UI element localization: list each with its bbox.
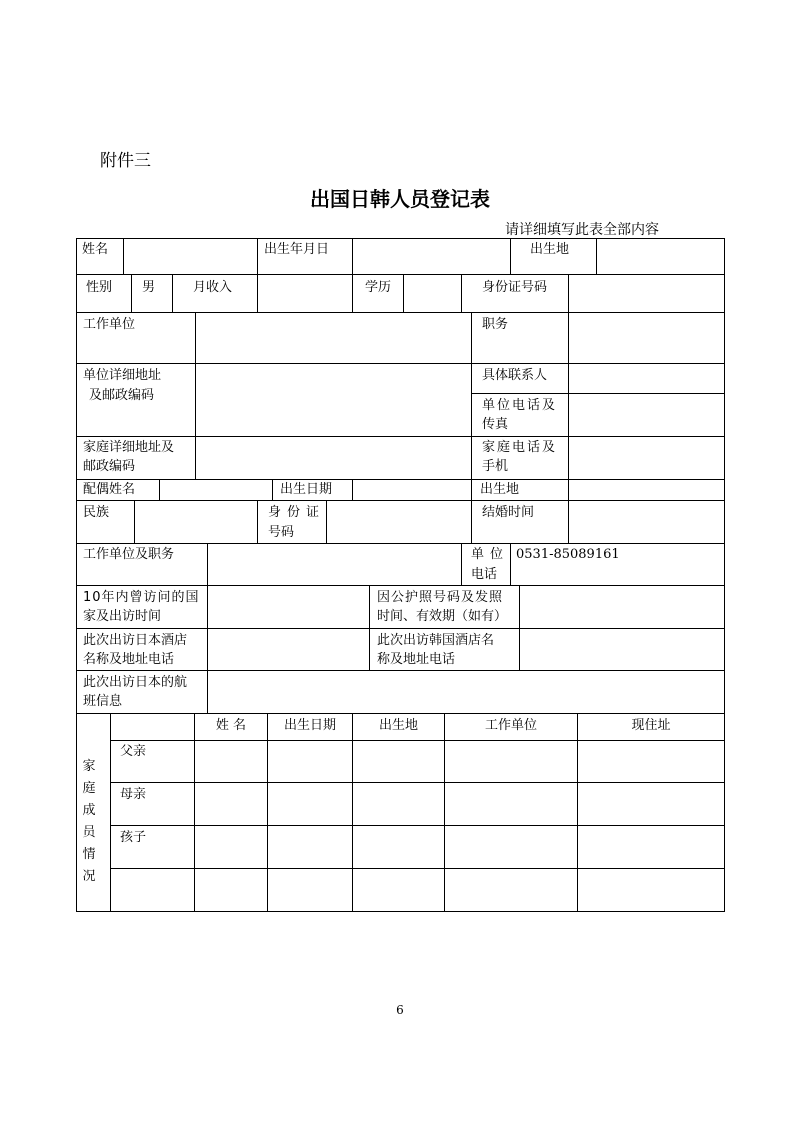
father-info-row[interactable] bbox=[195, 741, 724, 782]
visited-countries-field[interactable] bbox=[208, 586, 368, 628]
family-header-name: 姓 名 bbox=[215, 718, 247, 733]
label-home-address-1: 家庭详细地址及 bbox=[83, 440, 175, 455]
contact-person-field[interactable] bbox=[569, 364, 723, 393]
family-row-child: 孩子 bbox=[120, 830, 147, 845]
label-korea-hotel-1: 此次出访韩国酒店名 bbox=[377, 633, 495, 648]
label-flight-1: 此次出访日本的航 bbox=[83, 675, 188, 690]
label-spouse-birthplace: 出生地 bbox=[480, 482, 520, 497]
birthplace-field[interactable] bbox=[597, 239, 723, 274]
passport-field[interactable] bbox=[520, 586, 723, 628]
monthly-income-field[interactable] bbox=[258, 275, 351, 312]
spouse-id-field[interactable] bbox=[327, 501, 470, 543]
family-header-address: 现住址 bbox=[631, 718, 671, 733]
label-ethnicity: 民族 bbox=[83, 505, 110, 520]
form-title: 出国日韩人员登记表 bbox=[310, 187, 490, 211]
unit-phone-field[interactable] bbox=[569, 394, 723, 436]
birth-date-field[interactable] bbox=[353, 239, 509, 274]
label-spouse-unit-phone-2: 电话 bbox=[471, 567, 498, 582]
spouse-birthplace-field[interactable] bbox=[569, 480, 723, 500]
marriage-time-field[interactable] bbox=[569, 501, 723, 543]
name-field[interactable] bbox=[124, 239, 256, 274]
spouse-birth-date-field[interactable] bbox=[353, 480, 470, 500]
label-spouse-unit-phone-1: 单位 bbox=[471, 547, 510, 562]
label-education: 学历 bbox=[365, 280, 392, 295]
label-marriage-time: 结婚时间 bbox=[482, 505, 535, 520]
family-header-work-unit: 工作单位 bbox=[484, 718, 537, 733]
label-position: 职务 bbox=[482, 317, 509, 332]
fill-instruction: 请详细填写此表全部内容 bbox=[505, 222, 659, 238]
label-gender: 性别 bbox=[86, 280, 113, 295]
label-japan-hotel-2: 名称及地址电话 bbox=[83, 652, 175, 667]
family-header-birthplace: 出生地 bbox=[378, 718, 418, 733]
flight-info-field[interactable] bbox=[208, 671, 723, 713]
home-phone-field[interactable] bbox=[569, 437, 723, 479]
label-spouse-name: 配偶姓名 bbox=[83, 482, 136, 497]
label-spouse-id-2: 号码 bbox=[268, 525, 295, 540]
page-number: 6 bbox=[396, 1003, 404, 1017]
spouse-name-field[interactable] bbox=[160, 480, 271, 500]
label-home-phone-1: 家庭电话及 bbox=[482, 440, 558, 455]
label-visited-1: 10年内曾访问的国 bbox=[83, 590, 200, 605]
label-spouse-birth-date: 出生日期 bbox=[280, 482, 333, 497]
japan-hotel-field[interactable] bbox=[208, 629, 368, 670]
extra-family-row[interactable] bbox=[111, 869, 724, 911]
gender-value: 男 bbox=[142, 280, 156, 295]
child-info-row[interactable] bbox=[195, 826, 724, 868]
spouse-unit-phone-value[interactable]: 0531-85089161 bbox=[516, 547, 620, 562]
work-unit-field[interactable] bbox=[196, 313, 470, 363]
label-unit-address-1: 单位详细地址 bbox=[83, 368, 162, 383]
label-unit-address-2: 及邮政编码 bbox=[89, 388, 155, 403]
label-spouse-unit-position: 工作单位及职务 bbox=[83, 547, 175, 562]
label-flight-2: 班信息 bbox=[83, 694, 123, 709]
spouse-unit-position-field[interactable] bbox=[208, 544, 460, 585]
label-unit-phone-2: 传真 bbox=[482, 417, 509, 432]
label-passport-2: 时间、有效期（如有） bbox=[377, 609, 508, 624]
label-monthly-income: 月收入 bbox=[193, 280, 233, 295]
unit-address-field[interactable] bbox=[196, 364, 470, 436]
family-section-label: 家庭成员情况 bbox=[82, 759, 96, 884]
mother-info-row[interactable] bbox=[195, 783, 724, 825]
label-contact-person: 具体联系人 bbox=[482, 368, 548, 383]
ethnicity-field[interactable] bbox=[135, 501, 256, 543]
label-name: 姓名 bbox=[82, 242, 109, 257]
label-korea-hotel-2: 称及地址电话 bbox=[377, 652, 456, 667]
id-number-field[interactable] bbox=[569, 275, 723, 312]
label-unit-phone-1: 单位电话及 bbox=[482, 398, 558, 413]
family-row-mother: 母亲 bbox=[120, 787, 147, 802]
label-spouse-id-1: 身份证 bbox=[268, 505, 326, 520]
label-birthplace: 出生地 bbox=[530, 242, 570, 257]
label-passport-1: 因公护照号码及发照 bbox=[377, 590, 504, 605]
label-work-unit: 工作单位 bbox=[83, 317, 136, 332]
family-header-birth-date: 出生日期 bbox=[283, 718, 336, 733]
label-visited-2: 家及出访时间 bbox=[83, 609, 162, 624]
label-japan-hotel-1: 此次出访日本酒店 bbox=[83, 633, 188, 648]
label-birth-date: 出生年月日 bbox=[264, 242, 330, 257]
attachment-label: 附件三 bbox=[100, 151, 151, 171]
label-home-phone-2: 手机 bbox=[482, 459, 509, 474]
korea-hotel-field[interactable] bbox=[520, 629, 723, 670]
label-home-address-2: 邮政编码 bbox=[83, 459, 136, 474]
label-id-number: 身份证号码 bbox=[482, 280, 548, 295]
education-field[interactable] bbox=[404, 275, 460, 312]
position-field[interactable] bbox=[569, 313, 723, 363]
family-row-father: 父亲 bbox=[120, 744, 147, 759]
home-address-field[interactable] bbox=[196, 437, 470, 479]
